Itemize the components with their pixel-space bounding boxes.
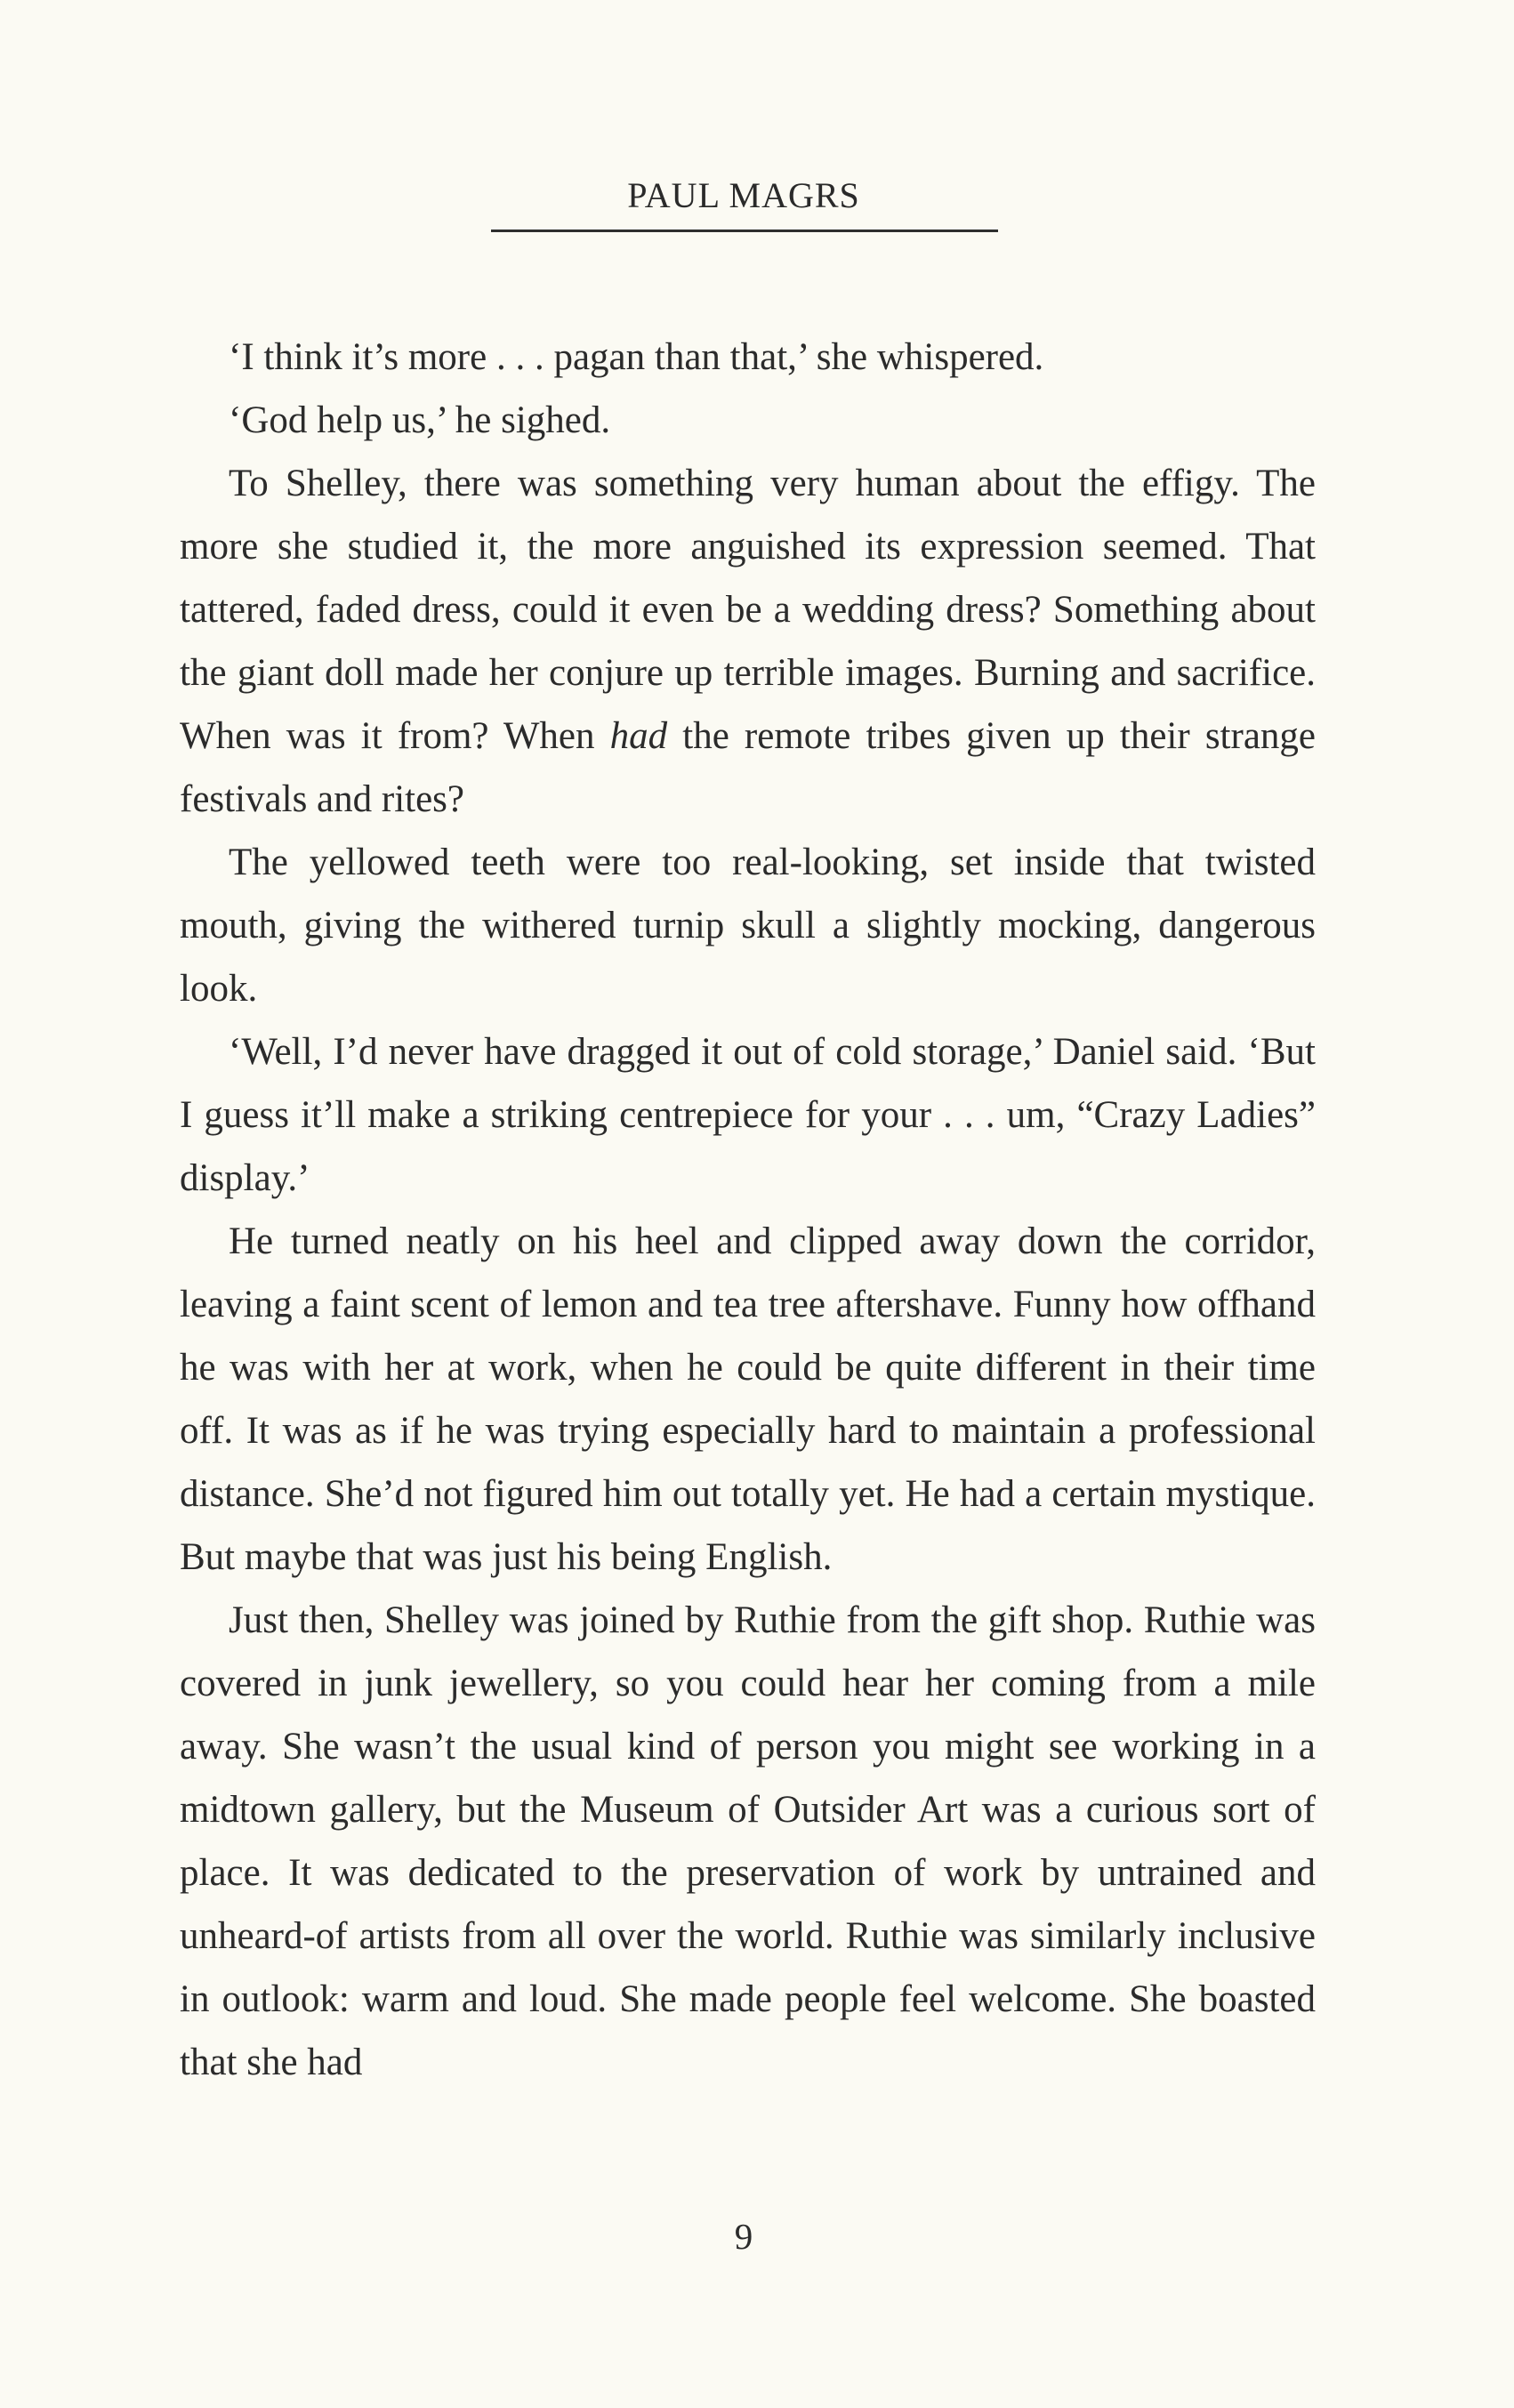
running-head: PAUL MAGRS xyxy=(627,175,860,215)
paragraph-3-end: the remote tribes given up their strange festivals and rites? xyxy=(180,715,1316,820)
paragraph-1: ‘I think it’s more . . . pagan than that,’ she whispered. xyxy=(229,336,1044,378)
header-rule xyxy=(491,230,998,232)
paragraph-2: ‘God help us,’ he sighed. xyxy=(229,399,611,441)
paragraph-3-emphasis: had xyxy=(609,715,668,757)
body-text xyxy=(180,326,1316,2094)
paragraph-3 xyxy=(180,452,1316,831)
paragraph-5: ‘Well, I’d never have dragged it out of cold storage,’ Daniel said. ‘But I guess it’ll make a striking centrepiece for your . . . um, “Crazy Ladies” display.’ xyxy=(180,1031,1316,1199)
paragraph-3-text: To Shelley, there was something very human about the effigy. The more she studied it, the more anguished its expression seemed. That tattered, faded dress, could it even be a wedding dress? Something about the giant doll made her conjure up terrible images. Burning and sacrifice. When was it from? When xyxy=(180,463,1316,757)
paragraph-6: He turned neatly on his heel and clipped away down the corridor, leaving a faint scent of lemon and tea tree aftershave. Funny how offhand he was with her at work, when he could be quite different in their time off. It was as if he was trying especially hard to maintain a professional distance. She’d not figured him out totally yet. He had a certain mystique. But maybe that was just his being English. xyxy=(180,1220,1316,1578)
page-number: 9 xyxy=(734,2216,753,2257)
paragraph-4: The yellowed teeth were too real-looking, set inside that twisted mouth, giving the withered turnip skull a slightly mocking, dangerous look. xyxy=(180,842,1316,1010)
paragraph-7: Just then, Shelley was joined by Ruthie from the gift shop. Ruthie was covered in junk jewellery, so you could hear her coming from a mile away. She wasn’t the usual kind of person you might see working in a midtown gallery, but the Museum of Outsider Art was a curious sort of place. It was dedicated to the preservation of work by untrained and unheard-of artists from all over the world. Ruthie was similarly inclusive in outlook: warm and loud. She made people feel welcome. She boasted that she had xyxy=(180,1599,1316,2083)
